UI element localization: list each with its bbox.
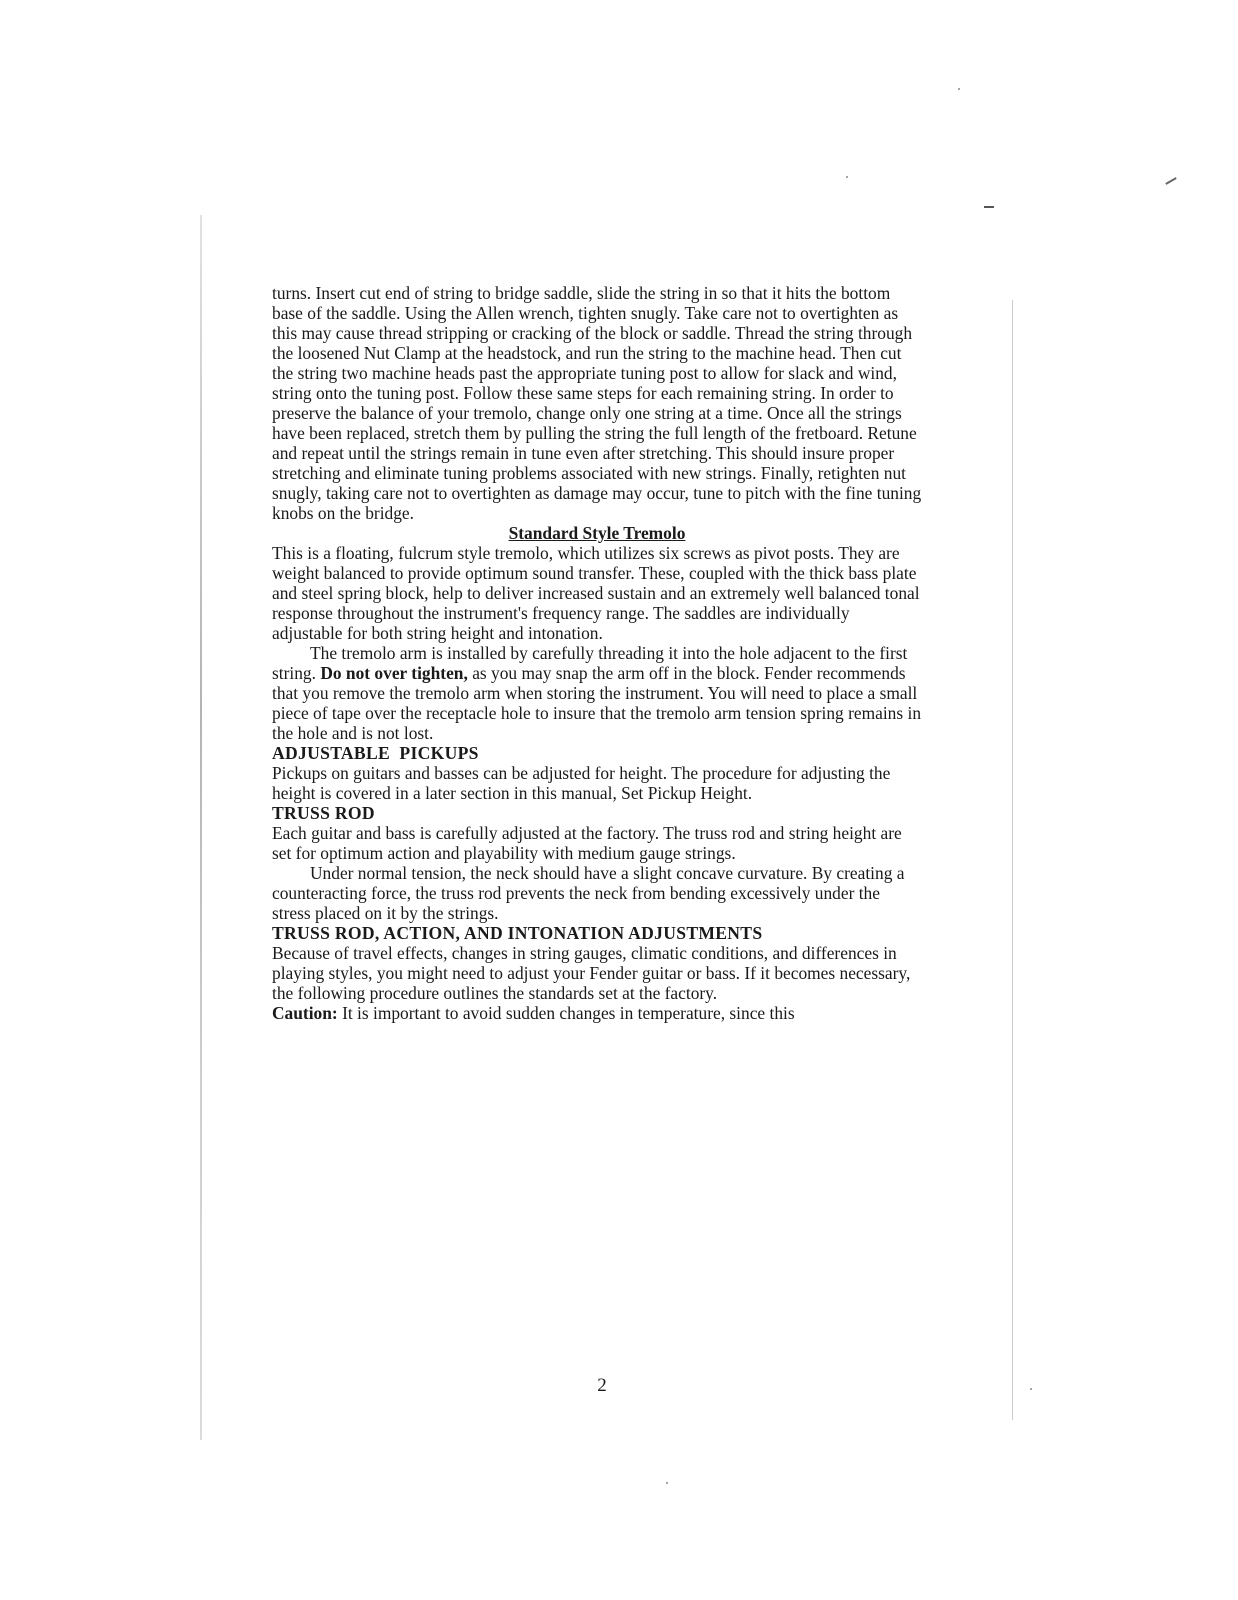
truss-rod-heading: TRUSS ROD — [272, 803, 375, 823]
document-body — [272, 283, 922, 1023]
tremolo-warning: Do not over tighten, — [320, 663, 468, 683]
pickups-heading: ADJUSTABLE PICKUPS — [272, 743, 479, 763]
pickups-paragraph: Pickups on guitars and basses can be adjusted for height. The procedure for adjusting the height is covered in a later section in this manual, Set Pickup Height. — [272, 763, 891, 803]
adjustments-heading: TRUSS ROD, ACTION, AND INTONATION ADJUSTMENTS — [272, 923, 763, 943]
caution-paragraph — [272, 1003, 922, 1023]
page-number: 2 — [597, 1375, 607, 1396]
tremolo-arm-text: The tremolo arm is installed by carefully threading it into the hole adjacent to the first string. — [272, 643, 908, 683]
tremolo-paragraph: This is a floating, fulcrum style tremolo, which utilizes six screws as pivot posts. They are weight balanced to provide optimum sound transfer. These, coupled with the thick bass plate and steel spring block, help to deliver increased sustain and an extremely well balanced tonal response throughout the instrument's frequency range. The saddles are individually adjustable for both string height and intonation. — [272, 543, 920, 643]
adjustments-paragraph: Because of travel effects, changes in string gauges, climatic conditions, and differences in playing styles, you might need to adjust your Fender guitar or bass. If it becomes necessary, the following procedure outlines the standards set at the factory. — [272, 943, 911, 1003]
scan-speck — [666, 1482, 668, 1484]
caution-label: Caution: — [272, 1003, 338, 1023]
scan-speck — [1030, 1388, 1032, 1390]
tremolo-arm-text-cont: as you may snap the arm off in the block. Fender recommends that you remove the tremolo arm when storing the instrument. You will need to place a small piece of tape over the receptacle hole to insure that the tremolo arm tension spring remains in the hole and is not lost. — [272, 663, 922, 743]
intro-paragraph: turns. Insert cut end of string to bridge saddle, slide the string in so that it hits the bottom base of the saddle. Using the Allen wrench, tighten snugly. Take care not to overtighten as this may cause thread stripping or cracking of the block or saddle. Thread the string through the loosened Nut Clamp at the headstock, and run the string to the machine head. Then cut the string two machine heads past the appropriate tuning post to allow for slack and wind, string onto the tuning post. Follow these same steps for each remaining string. In order to preserve the balance of your tremolo, change only one string at a time. Once all the strings have been replaced, stretch them by pulling the string the full length of the fretboard. Retune and repeat until the strings remain in tune even after stretching. This should insure proper stretching and eliminate tuning problems associated with new strings. Finally, retighten nut snugly, taking care not to overtighten as damage may occur, tune to pitch with the fine tuning knobs on the bridge. — [272, 283, 922, 523]
scan-speck — [846, 176, 848, 178]
scan-mark — [984, 206, 994, 208]
caution-text: It is important to avoid sudden changes in temperature, since this — [342, 1003, 795, 1023]
truss-rod-paragraph-2: Under normal tension, the neck should have a slight concave curvature. By creating a counteracting force, the truss rod prevents the neck from bending excessively under the stress placed on it by the strings. — [272, 863, 905, 923]
scan-mark — [1165, 177, 1176, 185]
scan-right-edge — [1012, 300, 1013, 1420]
scan-left-edge — [200, 215, 202, 1440]
truss-rod-paragraph: Each guitar and bass is carefully adjusted at the factory. The truss rod and string height are set for optimum action and playability with medium gauge strings. — [272, 823, 902, 863]
tremolo-arm-paragraph — [272, 643, 922, 743]
tremolo-section-title: Standard Style Tremolo — [508, 523, 686, 543]
scan-speck — [958, 88, 960, 90]
